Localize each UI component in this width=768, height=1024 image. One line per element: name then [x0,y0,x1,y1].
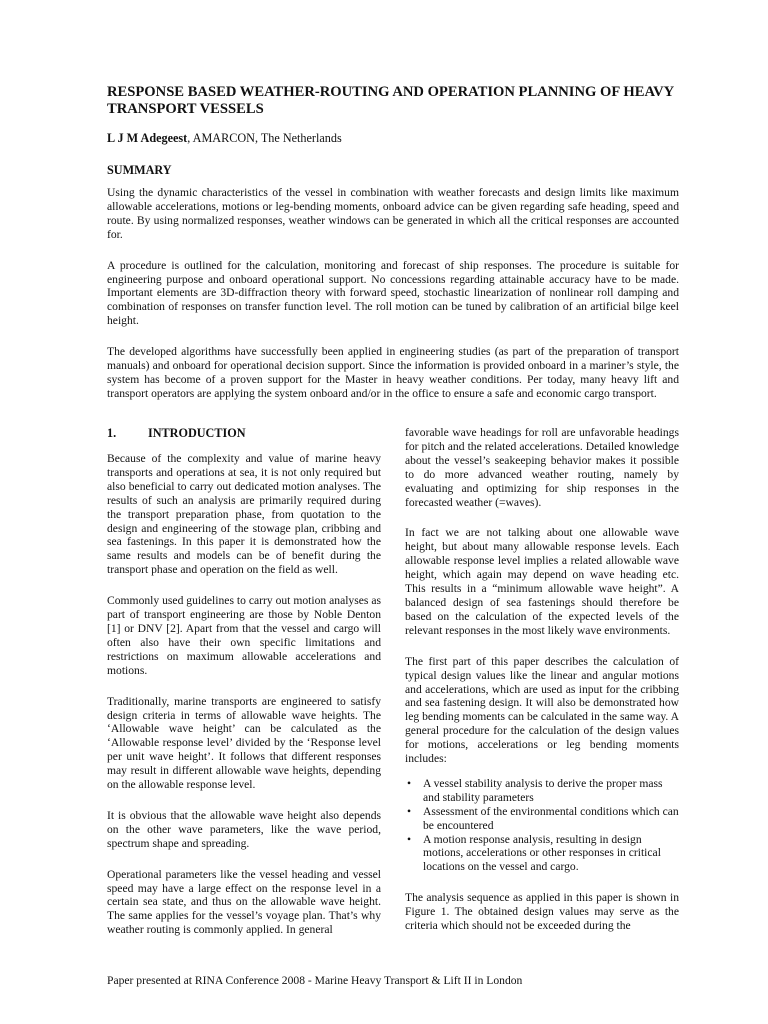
procedure-list [405,777,679,874]
list-item-text: A vessel stability analysis to derive the proper mass and stability parameters [423,776,663,804]
summary-section [107,186,679,418]
author-affiliation: , AMARCON, The Netherlands [187,131,342,145]
summary-paragraph: Using the dynamic characteristics of the vessel in combination with weather forecasts and design limits like maximum allowable accelerations, motions or leg-bending moments, onboard advice can be given regarding safe heading, speed and route. By using normalized responses, weather windows can be generated in which all the critical responses are accounted for. [107,186,679,241]
bullet-icon: • [407,832,412,846]
author-name: L J M Adegeest [107,131,188,145]
paper-title: RESPONSE BASED WEATHER-ROUTING AND OPERATION PLANNING OF HEAVY TRANSPORT VESSELS [107,84,674,117]
bullet-icon: • [407,776,412,790]
left-column [107,426,381,954]
author-line [107,131,682,146]
body-paragraph: It is obvious that the allowable wave height also depends on the other wave parameters, like the wave period, spectrum shape and spreading. [107,808,381,850]
section-number: 1. [107,426,117,440]
summary-heading: SUMMARY [107,163,172,177]
list-item [405,777,679,805]
section-title: INTRODUCTION [148,426,246,440]
body-paragraph: In fact we are not talking about one allowable wave height, but about many allowable response levels. Each allowable response level implies a related allowable wave height, which again may depend on wave heading etc. This results in a “minimum allowable wave height”. A balanced design of sea fastenings should therefore be based on the calculation of the expected levels of the relevant responses in the most likely wave environments. [405,526,679,637]
list-item-text: A motion response analysis, resulting in design motions, accelerations or other responses in critical locations on the vessel and cargo. [423,832,661,874]
body-paragraph: Commonly used guidelines to carry out motion analyses as part of transport engineering are those by Noble Denton [1] or DNV [2]. Apart from that the vessel and cargo will often also have their own specific limitations and restrictions on maximum allowable accelerations and motions. [107,594,381,677]
body-paragraph: The analysis sequence as applied in this paper is shown in Figure 1. The obtained design values may serve as the criteria which should not be exceeded during the [405,891,679,933]
summary-paragraph: A procedure is outlined for the calculation, monitoring and forecast of ship responses. The procedure is suitable for engineering purpose and onboard operational support. No concessions regarding attainable accuracy have to be made. Important elements are 3D-diffraction theory with forward speed, stochastic linearization of nonlinear roll damping and combination of responses on transfer function level. The roll motion can be tuned by calibration of an artificial bilge keel height. [107,258,679,328]
body-paragraph: favorable wave headings for roll are unfavorable headings for pitch and the related accelerations. Detailed knowledge about the vessel’s seakeeping behavior makes it possible to do more advanced weather routing, namely by evaluating and optimizing for ship responses in the forecasted weather (=waves). [405,426,679,509]
body-paragraph: Because of the complexity and value of marine heavy transports and operations at sea, it is not only required but also beneficial to carry out dedicated motion analyses. The results of such an analysis are primarily required during the transport preparation phase, from quotation to the design and engineering of the stowage plan, cribbing and sea fastenings. In this paper it is demonstrated how the same results and models can be of benefit during the transport phase and operation on the field as well. [107,452,381,577]
list-item [405,805,679,833]
page-footer: Paper presented at RINA Conference 2008 - Marine Heavy Transport & Lift II in London [107,974,523,987]
list-item [405,833,679,875]
list-item-text: Assessment of the environmental conditions which can be encountered [423,804,679,832]
body-paragraph: Traditionally, marine transports are engineered to satisfy design criteria in terms of allowable wave heights. The ‘Allowable wave height’ can be calculated as the ‘Allowable response level’ divided by the ‘Response level per unit wave height’. It follows that different responses may result in different allowable wave heights, depending on the allowable response level. [107,694,381,792]
right-column [405,426,679,950]
body-paragraph: The first part of this paper describes the calculation of typical design values like the linear and angular motions and accelerations, which are used as input for the cribbing and sea fastening design. It will also be demonstrated how leg bending moments can be calculated in the same way. A general procedure for the calculation of the design values for motions, accelerations or leg bending moments includes: [405,654,679,766]
bullet-icon: • [407,804,412,818]
summary-paragraph: The developed algorithms have successfully been applied in engineering studies (as part of the preparation of transport manuals) and onboard for operational decision support. Since the information is provided onboard in a mariner’s style, the system has become of a proven support for the Master in heavy weather conditions. Per today, many heavy lift and transport operators are applying the system onboard and/or in the office to ensure a safe and economic cargo transport. [107,345,679,400]
introduction-heading [107,426,381,441]
body-paragraph: Operational parameters like the vessel heading and vessel speed may have a large effect on the response level in a certain sea state, and thus on the allowable wave height. The same applies for the vessel’s voyage plan. That’s why weather routing is commonly applied. In general [107,867,381,937]
